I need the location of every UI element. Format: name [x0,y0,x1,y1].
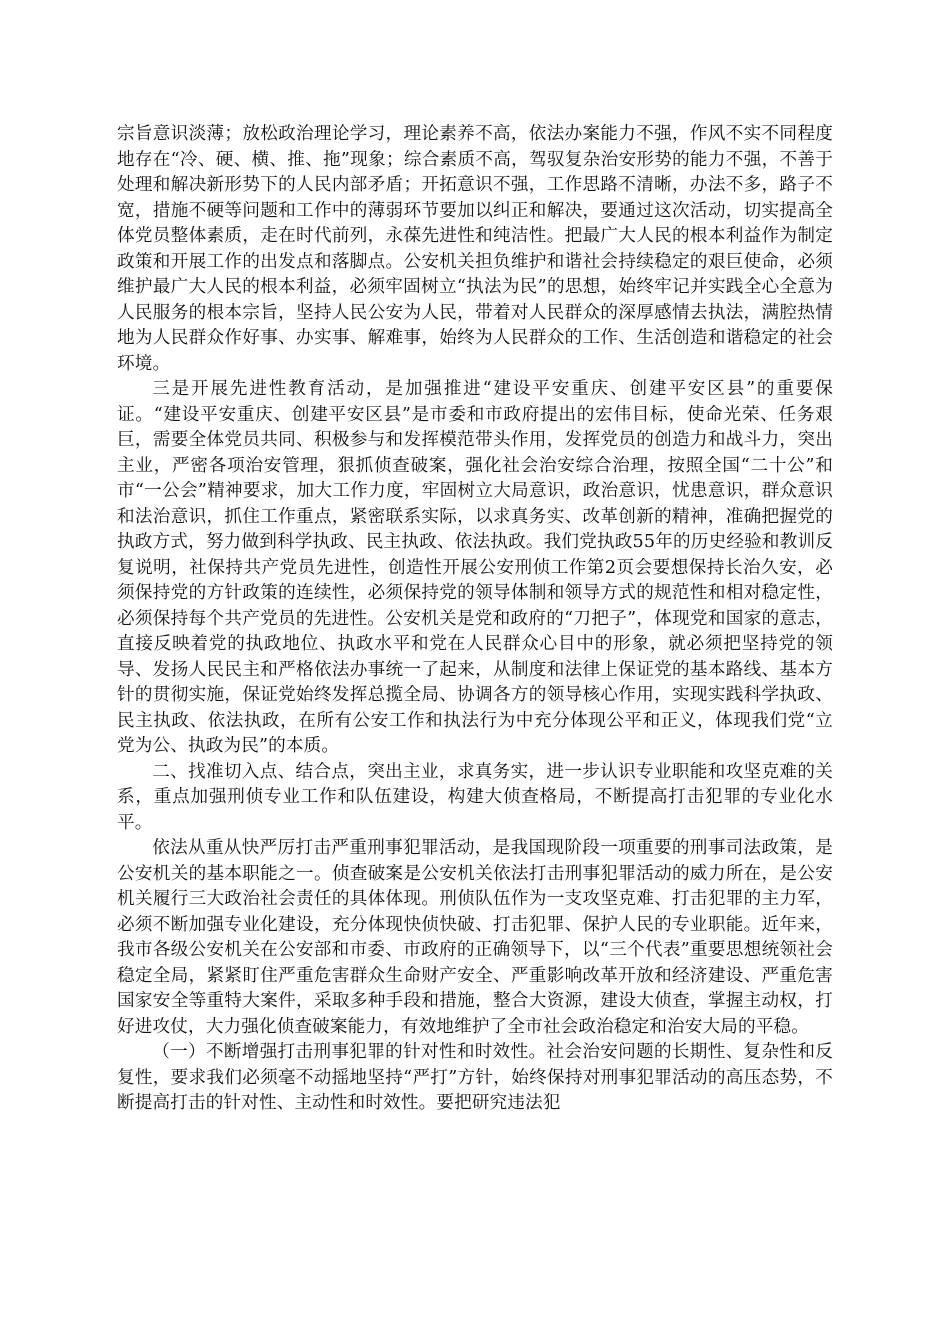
paragraph-5: （一）不断增强打击刑事犯罪的针对性和时效性。社会治安问题的长期性、复杂性和反复性，要求我们必须毫不动摇地坚持“严打”方针，始终保持对刑事犯罪活动的高压态势，不断提高打击的针对性、主动性和时效性。要把研究违法犯 [117,1042,833,1113]
paragraph-4: 依法从重从快严厉打击严重刑事犯罪活动，是我国现阶段一项重要的刑事司法政策，是公安机关的基本职能之一。侦查破案是公安机关依法打击刑事犯罪活动的威力所在，是公安机关履行三大政治社会责任的具体体现。刑侦队伍作为一支攻坚克难、打击犯罪的主力军，必须不断加强专业化建设，充分体现快侦快破、打击犯罪、保护人民的专业职能。近年来，我市各级公安机关在公安部和市委、市政府的正确领导下，以“三个代表”重要思想统领社会稳定全局，紧紧盯住严重危害群众生命财产安全、严重影响改革开放和经济建设、严重危害国家安全等重特大案件，采取多种手段和措施，整合大资源，建设大侦查，掌握主动权，打好进攻仗，大力强化侦查破案能力，有效地维护了全市社会政治稳定和治安大局的平稳。 [117,838,833,1037]
paragraph-2: 三是开展先进性教育活动，是加强推进“建设平安重庆、创建平安区县”的重要保证。“建设平安重庆、创建平安区县”是市委和市政府提出的宏伟目标，使命光荣、任务艰巨，需要全体党员共同、积极参与和发挥模范带头作用，发挥党员的创造力和战斗力，突出主业，严密各项治安管理，狠抓侦查破案，强化社会治安综合治理，按照全国“二十公”和市“一公会”精神要求，加大工作力度，牢固树立大局意识，政治意识，忧患意识，群众意识和法治意识，抓住工作重点，紧密联系实际，以求真务实、改革创新的精神，准确把握党的执政方式，努力做到科学执政、民主执政、依法执政。我们党执政55年的历史经验和教训反复说明，社保持共产党员先进性，创造性开展公安刑侦工作第2页会要想保持长治久安，必须保持党的方针政策的连续性，必须保持党的领导体制和领导方式的规范性和相对稳定性，必须保持每个共产党员的先进性。公安机关是党和政府的“刀把子”，体现党和国家的意志，直接反映着党的执政地位、执政水平和党在人民群众心目中的形象，就必须把坚持党的领导、发扬人民民主和严格依法办事统一了起来，从制度和法律上保证党的基本路线、基本方针的贯彻实施，保证党始终发挥总揽全局、协调各方的领导核心作用，实现实践科学执政、民主执政、依法执政，在所有公安工作和执法行为中充分体现公平和正义，体现我们党“立党为公、执政为民”的本质。 [117,379,833,756]
document-body [117,122,833,1117]
paragraph-1: 宗旨意识淡薄；放松政治理论学习，理论素养不高，依法办案能力不强，作风不实不同程度地存在“冷、硬、横、推、拖”现象；综合素质不高，驾驭复杂治安形势的能力不强，不善于处理和解决新形势下的人民内部矛盾；开拓意识不强，工作思路不清晰，办法不多，路子不宽，措施不硬等问题和工作中的薄弱环节要加以纠正和解决，要通过这次活动，切实提高全体党员整体素质，走在时代前列，永葆先进性和纯洁性。把最广大人民的根本利益作为制定政策和开展工作的出发点和落脚点。公安机关担负维护和谐社会持续稳定的艰巨使命，必须维护最广大人民的根本利益，必须牢固树立“执法为民”的思想，始终牢记并实践全心全意为人民服务的根本宗旨，坚持人民公安为人民，带着对人民群众的深厚感情去执法，满腔热情地为人民群众作好事、办实事、解难事，始终为人民群众的工作、生活创造和谐稳定的社会环境。 [117,124,833,374]
paragraph-3: 二、找准切入点、结合点，突出主业，求真务实，进一步认识专业职能和攻坚克难的关系，重点加强刑侦专业工作和队伍建设，构建大侦查格局，不断提高打击犯罪的专业化水平。 [117,761,833,833]
